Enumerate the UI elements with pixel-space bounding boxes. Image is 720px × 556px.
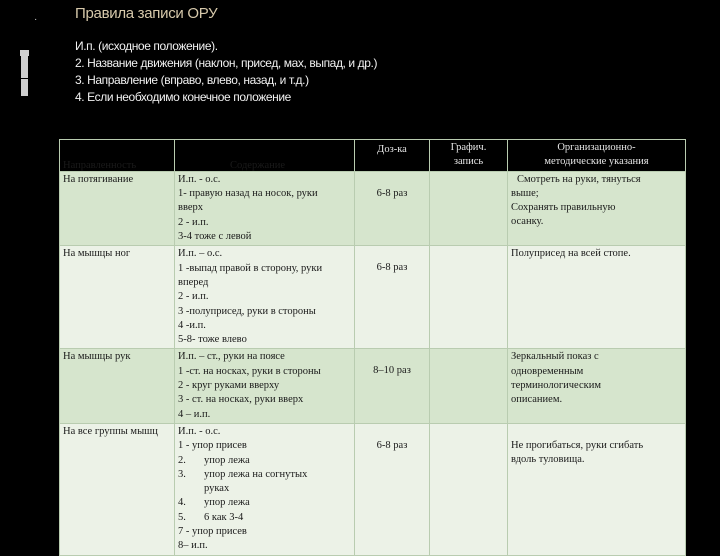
rule-item: И.п. (исходное положение). (75, 39, 218, 53)
cell-notes (508, 423, 686, 555)
content-numbered-item (178, 511, 351, 525)
cell-dose (355, 349, 430, 423)
header-graph-line1: Графич. (450, 142, 487, 153)
content-numbered-item (178, 496, 351, 510)
content-line: 7 - упор присев (178, 526, 247, 538)
item-number: 4. (178, 497, 186, 509)
cell-content (175, 349, 355, 423)
rules-list (75, 38, 377, 106)
content-line: И.п. – ст., руки на поясе (178, 351, 285, 363)
cell-notes (508, 246, 686, 349)
item-number: 3. (178, 468, 186, 480)
cell-notes (508, 349, 686, 423)
rule-item: 3. Направление (вправо, влево, назад, и т.д.) (75, 73, 309, 87)
notes-line: Не прогибаться, руки сгибать (511, 439, 644, 451)
rule-item: 2. Название движения (наклон, присед, мах, выпад, и др.) (75, 56, 378, 70)
cell-direction: На все группы мышц (60, 423, 175, 555)
cell-direction: На мышцы ног (60, 246, 175, 349)
content-line: И.п. - о.с. (178, 425, 221, 437)
cell-graph (430, 423, 508, 555)
header-graph-line2: запись (453, 156, 484, 168)
item-text: 6 как 3-4 (204, 511, 244, 523)
rule-item: 4. Если необходимо конечное положение (75, 90, 291, 104)
header-notes (508, 140, 686, 172)
table-row (60, 423, 686, 555)
content-numbered-item (178, 468, 351, 482)
notes-line: терминологическим (511, 380, 601, 392)
content-line: вверх (178, 202, 204, 214)
content-line: 1 - упор присев (178, 440, 247, 452)
content-line: И.п. - о.с. (178, 173, 221, 185)
cell-content (175, 246, 355, 349)
header-graph (430, 140, 508, 172)
content-line: 1- правую назад на носок, руки (178, 188, 318, 200)
content-numbered-item (178, 454, 351, 468)
item-text: упор лежа (204, 497, 250, 509)
header-direction-label: Направленность (63, 159, 137, 171)
content-line: 8– и.п. (178, 540, 208, 552)
header-notes-line1: Организационно- (557, 142, 636, 153)
accent-bar-bottom (21, 79, 28, 96)
header-content-label: Содержание (230, 159, 286, 171)
content-line: 3-4 тоже с левой (178, 231, 252, 243)
cell-dose (355, 246, 430, 349)
cell-dose (355, 423, 430, 555)
slide-title: Правила записи ОРУ (75, 5, 218, 22)
cell-graph (430, 349, 508, 423)
notes-line: Сохранять правильную (511, 202, 616, 214)
cell-direction: На мышцы рук (60, 349, 175, 423)
content-line: вперед (178, 276, 209, 288)
content-line: 2 - круг руками вверху (178, 380, 280, 392)
slide-bullet: · (34, 14, 38, 25)
content-line: 5-8- тоже влево (178, 334, 247, 346)
dose-value: 8–10 раз (373, 365, 411, 377)
notes-line: осанку. (511, 216, 544, 228)
content-line: И.п. – о.с. (178, 248, 223, 260)
item-number: 2. (178, 454, 186, 466)
notes-line: вдоль туловища. (511, 454, 585, 466)
table-row (60, 246, 686, 349)
dose-value: 6-8 раз (376, 262, 408, 274)
notes-line: Зеркальный показ с (511, 351, 599, 363)
content-line: руках (204, 483, 230, 495)
direction-label: На потягивание (63, 173, 134, 185)
cell-dose (355, 171, 430, 246)
cell-direction (60, 159, 175, 246)
cell-content (175, 423, 355, 555)
content-line: 3 -полуприсед, руки в стороны (178, 305, 316, 317)
content-line: 4 -и.п. (178, 319, 206, 331)
item-text: упор лежа на согнутых (204, 468, 308, 480)
notes-line: Смотреть на руки, тянуться (517, 173, 641, 185)
item-number: 5. (178, 511, 186, 523)
notes-line: описанием. (511, 394, 563, 406)
cell-graph (430, 171, 508, 246)
item-text: упор лежа (204, 454, 250, 466)
content-line: 3 - ст. на носках, руки вверх (178, 394, 304, 406)
notes-line: выше; (511, 187, 539, 199)
content-line: 2 - и.п. (178, 291, 209, 303)
cell-graph (430, 246, 508, 349)
exercise-table (59, 139, 686, 556)
header-dose: Доз-ка (355, 140, 430, 172)
dose-value: 6-8 раз (376, 187, 408, 199)
content-line: 2 - и.п. (178, 216, 209, 228)
exercise-table-wrapper (59, 139, 685, 552)
notes-line: Полуприсед на всей стопе. (511, 248, 631, 260)
content-line: 1 -выпад правой в сторону, руки (178, 262, 323, 274)
cell-content (175, 159, 355, 246)
header-notes-line2: методические указания (544, 156, 649, 168)
table-row (60, 349, 686, 423)
cell-notes (508, 171, 686, 246)
content-line: 1 -ст. на носках, руки в стороны (178, 365, 321, 377)
accent-bar-middle (21, 56, 28, 78)
table-row (60, 171, 686, 246)
dose-value: 6-8 раз (376, 439, 408, 451)
notes-line: одновременным (511, 365, 584, 377)
content-line: 4 – и.п. (178, 408, 211, 420)
